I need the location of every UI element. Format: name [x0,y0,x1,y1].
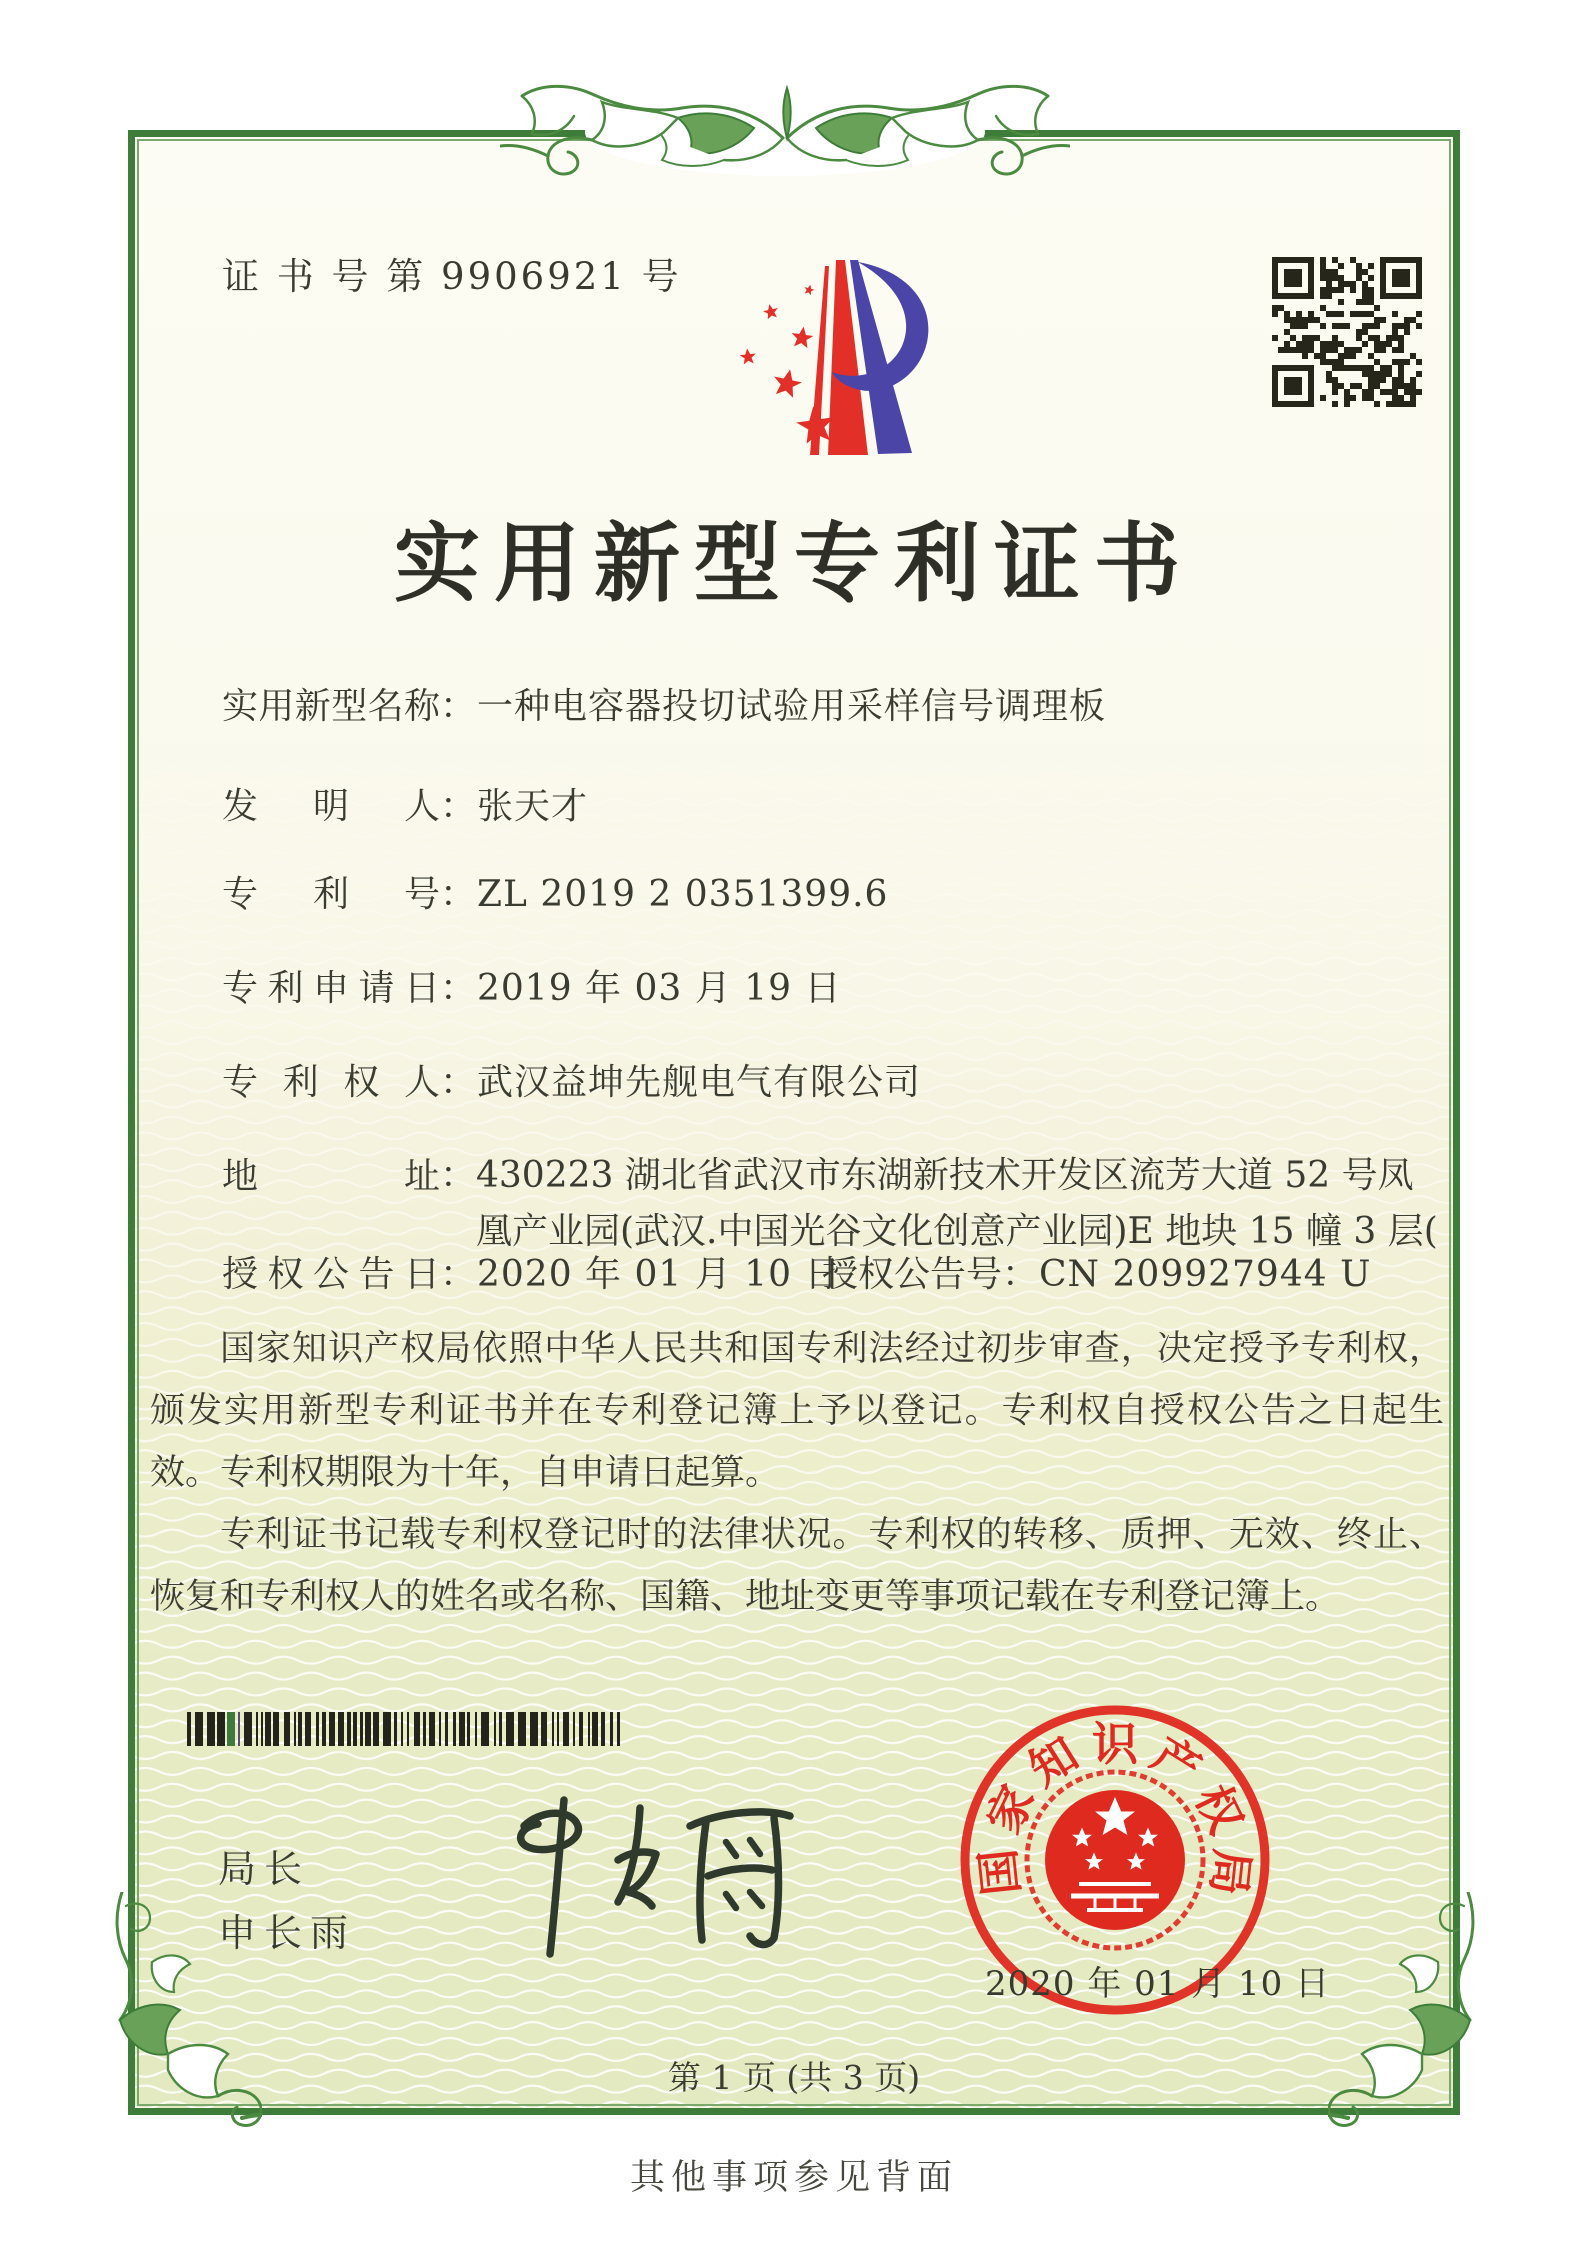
field-patent-number [222,866,888,917]
field-label: 专利申请日 [222,968,440,1009]
field-label: 授权公告日 [222,1254,440,1295]
legal-paragraph-1: 国家知识产权局依照中华人民共和国专利法经过初步审查，决定授予专利权，颁发实用新型专利证书并在专利登记簿上予以登记。专利权自授权公告之日起生效。专利权期限为十年，自申请日起算。 [150,1329,1444,1493]
svg-text:产: 产 [1142,1726,1211,1797]
address-line-2: 凰产业园(武汉.中国光谷文化创意产业园)E 地块 15 幢 3 层( [476,1211,1438,1252]
field-filing-date [222,960,841,1011]
qr-code [1272,257,1422,407]
seal-date: 2020 年 01 月 10 日 [985,1964,1331,2004]
national-emblem [1027,1772,1203,1948]
field-grant-row [222,1246,1462,1297]
barcode [185,1712,630,1746]
field-value: ：2020 年 01 月 10 日 [440,1254,842,1295]
back-side-note: 其他事项参见背面 [629,2158,958,2198]
top-floral-ornament [500,76,1070,196]
address-line-1: ：430223 湖北省武汉市东湖新技术开发区流芳大道 52 号凤 [440,1155,1414,1196]
cnipa-logo [688,250,938,465]
field-patentee [222,1054,921,1105]
field-value: ：CN 209927944 U [1002,1254,1372,1295]
field-grant-number [822,1246,1371,1297]
director-title-label: 局长 [218,1847,311,1891]
director-name-label: 申长雨 [218,1911,357,1955]
field-label: 授权公告号 [822,1254,1003,1295]
field-value: ：张天才 [440,786,589,827]
field-utility-model-name [222,678,1106,729]
svg-text:国: 国 [970,1846,1029,1898]
page-number: 第 1 页 (共 3 页) [667,2058,921,2097]
svg-text:识: 识 [1092,1717,1138,1771]
svg-text:权: 权 [1184,1776,1254,1842]
certificate-title: 实用新型专利证书 [394,513,1194,614]
field-value: ：武汉益坤先舰电气有限公司 [440,1062,922,1103]
field-address [222,1148,1440,1260]
field-value: ：一种电容器投切试验用采样信号调理板 [440,686,1107,727]
field-label: 发明人 [222,786,440,827]
legal-text-block [150,1318,1444,1628]
field-value [440,1148,1440,1260]
field-label: 实用新型名称 [222,686,440,727]
field-value: ：2019 年 03 月 19 日 [440,968,842,1009]
field-inventor [222,778,588,829]
field-value: ：ZL 2019 2 0351399.6 [440,874,889,915]
field-label: 专利权人 [222,1062,440,1103]
legal-paragraph-2: 专利证书记载专利权登记时的法律状况。专利权的转移、质押、无效、终止、恢复和专利权人的姓名或名称、国籍、地址变更等事项记载在专利登记簿上。 [150,1515,1444,1617]
svg-text:知: 知 [1019,1726,1088,1797]
svg-text:家: 家 [976,1776,1046,1842]
director-signature [468,1782,808,1972]
field-label: 地址 [222,1156,440,1197]
certificate-number: 证 书 号 第 9906921 号 [222,255,682,298]
svg-text:局: 局 [1201,1846,1260,1898]
field-label: 专利号 [222,874,440,915]
